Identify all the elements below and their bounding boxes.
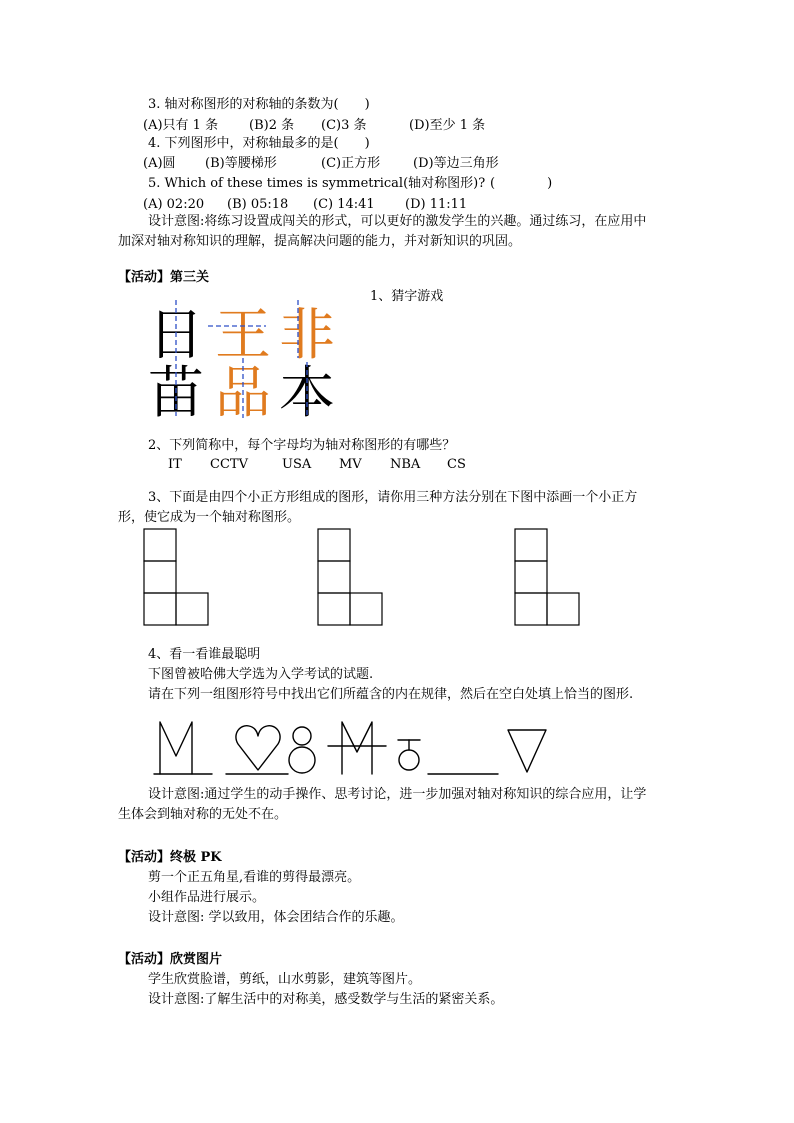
symbol-m xyxy=(154,722,212,774)
pictures-line1: 学生欣赏脸谱，剪纸，山水剪影，建筑等图片。 xyxy=(148,972,422,987)
symbol-sequence-puzzle xyxy=(150,716,560,778)
option-c: (C) 14:41 xyxy=(313,197,375,212)
svg-text:本: 本 xyxy=(279,361,335,421)
svg-text:王: 王 xyxy=(215,303,271,368)
question-4-stem: 4. 下列图形中，对称轴最多的是( ) xyxy=(148,136,370,151)
guess-game-title: 1、猜字游戏 xyxy=(370,289,444,304)
option-a: (A)圆 xyxy=(143,156,176,171)
symbol-triangle xyxy=(508,730,546,772)
l-shape-3 xyxy=(515,529,579,625)
pk-design-intent: 设计意图: 学以致用，体会团结合作的乐趣。 xyxy=(148,910,404,925)
abbr-item: MV xyxy=(339,457,362,472)
option-c: (C)正方形 xyxy=(321,156,381,171)
symbol-eight xyxy=(289,727,315,773)
option-d: (D)等边三角形 xyxy=(413,156,499,171)
option-b: (B)2 条 xyxy=(249,118,295,133)
section-heading-pictures: 【活动】欣赏图片 xyxy=(118,952,223,967)
question-3-stem: 3. 轴对称图形的对称轴的条数为( ) xyxy=(148,97,370,112)
svg-text:品: 品 xyxy=(215,361,271,421)
design-intent-1-line2: 加深对轴对称知识的理解，提高解决问题的能力，并对新知识的巩固。 xyxy=(118,234,522,249)
option-b: (B)等腰梯形 xyxy=(205,156,277,171)
char-fei xyxy=(279,303,335,368)
section-heading-pk: 【活动】终极 PK xyxy=(118,850,222,865)
design-intent-3-line1: 设计意图:通过学生的动手操作、思考讨论，进一步加强对轴对称知识的综合应用，让学 xyxy=(148,787,647,802)
abbr-item: CCTV xyxy=(210,457,248,472)
svg-text:日: 日 xyxy=(148,303,204,368)
pk-line2: 小组作品进行展示。 xyxy=(148,890,266,905)
question-5-stem: 5. Which of these times is symmetrical(轴对称图形)? xyxy=(148,176,486,191)
option-c: (C)3 条 xyxy=(321,118,367,133)
design-intent-1-line1: 设计意图:将练习设置成闯关的形式，可以更好的激发学生的兴趣。通过练习，在应用中 xyxy=(148,214,647,229)
option-d: (D)至少 1 条 xyxy=(409,118,486,133)
question-5-options xyxy=(143,196,467,213)
design-intent-3-line2: 生体会到轴对称的无处不在。 xyxy=(118,807,288,822)
section-heading-level3: 【活动】第三关 xyxy=(118,270,210,285)
option-d: (D) 11:11 xyxy=(405,197,468,212)
character-symmetry-figure xyxy=(140,296,350,421)
question-4-options xyxy=(143,155,499,172)
symbol-heart xyxy=(226,726,288,774)
option-a: (A) 02:20 xyxy=(143,197,205,212)
question-3-options xyxy=(143,117,485,134)
smart-line2: 请在下列一组图形符号中找出它们所蕴含的内在规律，然后在空白处填上恰当的图形. xyxy=(148,687,634,702)
option-b: (B) 05:18 xyxy=(227,197,289,212)
question-5-paren: ( ) xyxy=(490,176,553,191)
symbol-m-bar xyxy=(328,722,386,774)
smart-title: 4、看一看谁最聪明 xyxy=(148,647,261,662)
squares-question-line1: 3、下面是由四个小正方形组成的图形，请你用三种方法分别在下图中添画一个小正方 xyxy=(148,490,638,505)
smart-line1: 下图曾被哈佛大学选为入学考试的试题. xyxy=(148,667,374,682)
symbol-circle-t xyxy=(398,740,420,770)
abbr-item: CS xyxy=(447,457,466,472)
pk-line1: 剪一个正五角星,看谁的剪得最漂亮。 xyxy=(148,870,361,885)
pictures-design-intent: 设计意图:了解生活中的对称美，感受数学与生活的紧密关系。 xyxy=(148,992,504,1007)
svg-text:非: 非 xyxy=(279,303,335,368)
abbr-item: USA xyxy=(282,457,312,472)
l-shape-figures xyxy=(140,527,590,629)
l-shape-2 xyxy=(318,529,382,625)
abbr-question: 2、下列简称中，每个字母均为轴对称图形的有哪些？ xyxy=(148,438,456,453)
svg-text:苗: 苗 xyxy=(148,361,204,421)
option-a: (A)只有 1 条 xyxy=(143,118,219,133)
l-shape-1 xyxy=(144,529,208,625)
abbr-item: NBA xyxy=(390,457,421,472)
abbr-item: IT xyxy=(168,457,182,472)
squares-question-line2: 形，使它成为一个轴对称图形。 xyxy=(118,510,301,525)
